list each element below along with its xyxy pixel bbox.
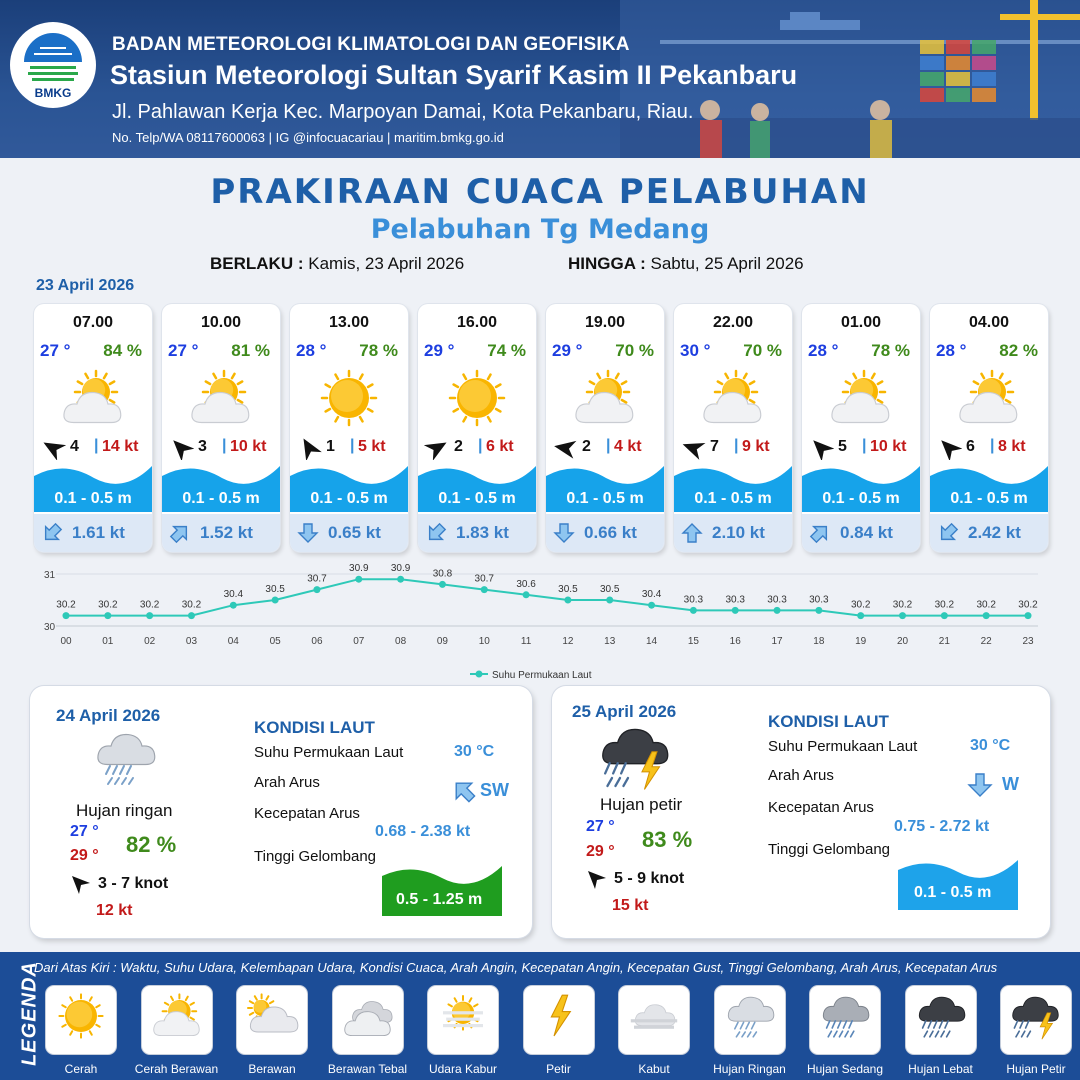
weather-cerah-icon: [442, 368, 514, 428]
legend-item-cerah: [46, 986, 116, 1054]
legend-description: Dari Atas Kiri : Waktu, Suhu Udara, Kelembapan Udara, Kondisi Cuaca, Arah Angin, Kecepatan Angin, Kecepatan Gust, Tinggi Gelombang, Arah Arus, Kecepatan Arus: [34, 960, 998, 975]
berawan-icon: [244, 992, 300, 1048]
forecast-temp: 29 °: [552, 341, 583, 360]
legend-item-hujan-petir: [1001, 986, 1071, 1054]
x-tick-label: 13: [604, 636, 616, 647]
weather-cerah-berawan-icon: [954, 368, 1026, 428]
wind-speed: 2: [454, 438, 463, 455]
sst-point: [983, 612, 990, 619]
wave-height: 0.1 - 0.5 m: [694, 490, 772, 507]
sst-point-label: 30.2: [850, 599, 871, 611]
wave-height: 0.1 - 0.5 m: [182, 490, 260, 507]
divider: |: [350, 437, 355, 454]
sst-point: [941, 612, 948, 619]
sst-point: [230, 602, 237, 609]
valid-from-value: Kamis, 23 April 2026: [308, 254, 465, 273]
x-tick-label: 03: [185, 636, 198, 647]
hourly-forecast-cards: [34, 304, 1050, 552]
sea-condition-title: KONDISI LAUT: [768, 712, 889, 731]
hujan-petir-icon: [1008, 992, 1064, 1048]
gust-speed: 5 kt: [358, 438, 386, 455]
wind-direction-icon: [552, 436, 578, 460]
wave-height: 0.1 - 0.5 m: [310, 490, 388, 507]
station-contact: No. Telp/WA 08117600063 | IG @infocuacariau | maritim.bmkg.go.id: [112, 130, 504, 145]
wave-label: Tinggi Gelombang: [254, 848, 377, 865]
sst-point-label: 30.5: [558, 584, 578, 595]
weather-hujan-petir-icon: [596, 722, 676, 792]
current-direction-icon: [552, 522, 576, 544]
sst-point: [63, 612, 70, 619]
x-tick-label: 10: [478, 636, 490, 647]
legend-item-label: Hujan Ringan: [713, 1062, 786, 1076]
wind-row: [674, 436, 792, 460]
divider: |: [862, 437, 867, 454]
sst-point: [815, 607, 822, 614]
forecast-temp: 30 °: [680, 341, 711, 360]
legend-item-berawan-tebal: [333, 986, 403, 1054]
logo-text: BMKG: [34, 86, 72, 100]
sst-point-label: 30.2: [139, 599, 160, 611]
outlook-humidity: 83 %: [642, 827, 693, 852]
weather-cerah-berawan-icon: [570, 368, 642, 428]
valid-from: [210, 254, 464, 274]
sst-point: [648, 602, 655, 609]
wind-direction-icon: [70, 874, 92, 894]
page-title: PRAKIRAAN CUACA PELABUHAN: [210, 172, 870, 212]
current-speed: 2.10 kt: [712, 523, 765, 542]
current-direction-icon: [966, 772, 994, 798]
forecast-card: [930, 304, 1048, 552]
x-tick-label: 11: [520, 636, 532, 647]
wind-row: [546, 436, 664, 460]
forecast-temp: 28 °: [936, 341, 967, 360]
forecast-card: [418, 304, 536, 552]
sst-point-label: 30.4: [641, 589, 662, 601]
current-speed: 0.65 kt: [328, 523, 381, 542]
current-speed-label: Kecepatan Arus: [768, 799, 874, 816]
hujan-ringan-icon: [722, 992, 778, 1048]
sst-point: [313, 586, 320, 593]
weather-hujan-ringan-icon: [90, 728, 160, 794]
weather-cerah-berawan-icon: [186, 368, 258, 428]
forecast-time: 04.00: [968, 314, 1010, 331]
wind-row: [290, 436, 408, 460]
forecast-time: 10.00: [200, 314, 242, 331]
sst-point: [481, 586, 488, 593]
wind-direction-icon: [168, 436, 194, 460]
current-direction-icon: [808, 522, 832, 544]
x-tick-label: 17: [771, 636, 783, 647]
outlook-gust: 15 kt: [612, 897, 649, 914]
wind-speed: 3: [198, 438, 207, 455]
wind-direction-icon: [808, 436, 834, 460]
wind-speed: 4: [70, 438, 79, 455]
sst-point-label: 30.2: [892, 599, 913, 611]
forecast-humidity: 78 %: [871, 341, 910, 360]
wind-speed: 7: [710, 438, 719, 455]
outlook-condition: Hujan petir: [600, 795, 683, 814]
sst-point: [146, 612, 153, 619]
wind-direction-icon: [296, 436, 322, 460]
wind-speed: 6: [966, 438, 975, 455]
x-tick-label: 15: [687, 636, 699, 647]
current-speed: 1.61 kt: [72, 523, 125, 542]
forecast-humidity: 74 %: [487, 341, 526, 360]
legend-title: LEGENDA: [18, 961, 41, 1066]
legend-item-label: Kabut: [638, 1062, 670, 1076]
sst-point: [690, 607, 697, 614]
forecast-humidity: 81 %: [231, 341, 270, 360]
port-name: Pelabuhan Tg Medang: [370, 214, 710, 245]
sst-point: [732, 607, 739, 614]
current-direction-icon: [424, 522, 448, 544]
sst-point: [606, 597, 613, 604]
current-direction-icon: [296, 522, 320, 544]
cerah-berawan-icon: [149, 992, 205, 1048]
wind-speed: 1: [326, 438, 335, 455]
sst-point-label: 30.3: [809, 594, 829, 606]
sst-point-label: 30.8: [432, 568, 453, 580]
sst-point: [857, 612, 864, 619]
current-speed-label: Kecepatan Arus: [254, 805, 360, 822]
x-tick-label: 20: [896, 636, 909, 647]
current-direction-icon: [450, 778, 478, 804]
sst-point-label: 30.5: [265, 584, 285, 595]
valid-to: [568, 254, 804, 274]
legend-item-petir: [524, 986, 594, 1054]
valid-to-label: HINGGA :: [568, 254, 646, 273]
wind-direction-icon: [40, 436, 66, 460]
udara-kabur-icon: [435, 992, 491, 1048]
legend-item-label: Udara Kabur: [428, 1062, 498, 1076]
outlook-wind: 3 - 7 knot: [98, 875, 169, 892]
forecast-time: 13.00: [328, 314, 370, 331]
current-dir-label: Arah Arus: [768, 767, 834, 784]
sst-chart: [30, 562, 1050, 682]
legend-item-cerah-berawan: [142, 986, 212, 1054]
sst-point: [899, 612, 906, 619]
current-direction-icon: [168, 522, 192, 544]
current-speed: 2.42 kt: [968, 523, 1021, 542]
x-tick-label: 02: [144, 636, 156, 647]
outlook-humidity: 82 %: [126, 832, 177, 857]
forecast-temp: 27 °: [168, 341, 199, 360]
legend-item-kabut: [619, 986, 689, 1054]
forecast-temp: 28 °: [296, 341, 327, 360]
outlook-temp-max: 29 °: [586, 843, 615, 860]
gust-speed: 4 kt: [614, 438, 642, 455]
legend-item-label: Hujan Lebat: [908, 1062, 973, 1076]
forecast-time: 22.00: [712, 314, 754, 331]
petir-icon: [531, 992, 587, 1048]
sst-point-label: 30.2: [98, 599, 118, 611]
x-tick-label: 23: [1022, 636, 1034, 647]
sst-point-label: 30.2: [1018, 599, 1038, 611]
current-speed: 0.84 kt: [840, 523, 893, 542]
legend-item-label: Petir: [546, 1062, 571, 1076]
current-speed: 1.52 kt: [200, 523, 253, 542]
weather-cerah-icon: [314, 368, 386, 428]
current-dir-value: SW: [480, 780, 509, 800]
legend-item-hujan-ringan: [715, 986, 785, 1054]
valid-from-label: BERLAKU :: [210, 254, 304, 273]
wind-row: [418, 436, 536, 460]
sst-point: [397, 576, 404, 583]
sst-point-label: 30.2: [976, 599, 996, 611]
sst-point-label: 30.2: [934, 599, 955, 611]
outlook-gust: 12 kt: [96, 902, 133, 919]
divider: |: [734, 437, 739, 454]
legend-item-label: Hujan Sedang: [806, 1062, 884, 1076]
current-speed-value: 0.68 - 2.38 kt: [375, 823, 471, 840]
sst-point-label: 30.4: [223, 589, 244, 601]
forecast-time: 19.00: [584, 314, 626, 331]
wind-direction-icon: [936, 436, 962, 460]
current-row: [418, 514, 536, 552]
outlook-date: 24 April 2026: [56, 706, 161, 725]
wind-row: [802, 436, 920, 460]
forecast-humidity: 78 %: [359, 341, 398, 360]
x-tick-label: 21: [938, 636, 950, 647]
outlook-temp-min: 27 °: [586, 818, 615, 835]
y-tick-label: 31: [44, 570, 56, 581]
wave-height-value: 0.1 - 0.5 m: [914, 884, 992, 901]
legend-item-label: Hujan Petir: [1006, 1062, 1066, 1076]
sst-point: [104, 612, 111, 619]
x-tick-label: 00: [60, 636, 72, 647]
current-row: [34, 514, 152, 552]
current-direction-icon: [936, 522, 960, 544]
current-speed-value: 0.75 - 2.72 kt: [894, 818, 990, 835]
wind-direction-icon: [586, 869, 608, 889]
kabut-icon: [626, 992, 682, 1048]
outlook-panel-day2: [30, 686, 532, 938]
outlook-temp-min: 27 °: [70, 823, 99, 840]
legend-marker: [476, 671, 483, 678]
station-address: Jl. Pahlawan Kerja Kec. Marpoyan Damai, Kota Pekanbaru, Riau.: [112, 101, 694, 123]
legend-item-label: Berawan Tebal: [327, 1062, 408, 1076]
legend-item-label: Berawan: [248, 1062, 296, 1076]
outlook-wind: 5 - 9 knot: [614, 870, 685, 887]
legend-item-hujan-sedang: [810, 986, 880, 1054]
x-tick-label: 12: [562, 636, 574, 647]
forecast-time: 16.00: [456, 314, 498, 331]
gust-speed: 10 kt: [870, 438, 907, 455]
sst-point-label: 30.2: [56, 599, 76, 611]
berawan-tebal-icon: [340, 992, 396, 1048]
outlook-date: 25 April 2026: [572, 702, 677, 721]
x-tick-label: 06: [311, 636, 323, 647]
valid-to-value: Sabtu, 25 April 2026: [650, 254, 804, 273]
divider: |: [478, 437, 483, 454]
gust-speed: 9 kt: [742, 438, 770, 455]
current-row: [162, 514, 280, 552]
sst-point-label: 30.3: [767, 594, 787, 606]
gust-speed: 8 kt: [998, 438, 1026, 455]
forecast-humidity: 70 %: [615, 341, 654, 360]
wave-height: 0.1 - 0.5 m: [950, 490, 1028, 507]
forecast-card: [34, 304, 152, 552]
current-speed: 0.66 kt: [584, 523, 637, 542]
wind-direction-icon: [424, 436, 450, 460]
legend-label: Suhu Permukaan Laut: [492, 670, 592, 681]
forecast-temp: 28 °: [808, 341, 839, 360]
sst-point: [523, 591, 530, 598]
wave-height-value: 0.5 - 1.25 m: [396, 891, 483, 908]
legend-item-berawan: [237, 986, 307, 1054]
bmkg-logo: [10, 22, 96, 108]
sst-value: 30 °C: [970, 737, 1011, 754]
x-tick-label: 05: [269, 636, 281, 647]
sst-series-line: [66, 579, 1028, 615]
divider: |: [606, 437, 611, 454]
wind-speed: 5: [838, 438, 847, 455]
sst-point: [272, 597, 279, 604]
wave-height: 0.1 - 0.5 m: [54, 490, 132, 507]
legend-item-label: Cerah: [64, 1062, 98, 1076]
sst-point-label: 30.9: [349, 563, 369, 575]
wave-height: 0.1 - 0.5 m: [438, 490, 516, 507]
x-tick-label: 16: [729, 636, 741, 647]
wind-speed: 2: [582, 438, 591, 455]
current-dir-label: Arah Arus: [254, 774, 320, 791]
day1-date: 23 April 2026: [36, 277, 135, 294]
weather-cerah-berawan-icon: [826, 368, 898, 428]
outlook-temp-max: 29 °: [70, 847, 99, 864]
divider: |: [990, 437, 995, 454]
forecast-humidity: 70 %: [743, 341, 782, 360]
sea-condition-title: KONDISI LAUT: [254, 718, 375, 737]
sst-point-label: 30.6: [516, 578, 536, 590]
forecast-time: 07.00: [72, 314, 114, 331]
sst-point-label: 30.7: [474, 573, 494, 585]
x-tick-label: 07: [353, 636, 365, 647]
forecast-humidity: 82 %: [999, 341, 1038, 360]
sst-value: 30 °C: [454, 743, 495, 760]
sst-point-label: 30.5: [600, 584, 620, 595]
legend: [0, 952, 1080, 1080]
forecast-card: [802, 304, 920, 552]
station-name: Stasiun Meteorologi Sultan Syarif Kasim II Pekanbaru: [110, 60, 798, 90]
wind-row: [930, 436, 1048, 460]
forecast-card: [674, 304, 792, 552]
cerah-icon: [53, 992, 109, 1048]
header-banner: [0, 0, 1080, 158]
forecast-temp: 29 °: [424, 341, 455, 360]
wave-label: Tinggi Gelombang: [768, 841, 891, 858]
x-tick-label: 04: [227, 636, 239, 647]
forecast-time: 01.00: [840, 314, 882, 331]
wind-row: [162, 436, 280, 460]
current-speed: 1.83 kt: [456, 523, 509, 542]
legend-item-udara-kabur: [428, 986, 498, 1054]
weather-cerah-berawan-icon: [698, 368, 770, 428]
current-row: [290, 514, 408, 552]
current-row: [546, 514, 664, 552]
y-tick-label: 30: [44, 622, 56, 633]
weather-cerah-berawan-icon: [58, 368, 130, 428]
forecast-card: [546, 304, 664, 552]
sst-point: [1025, 612, 1032, 619]
hujan-lebat-icon: [913, 992, 969, 1048]
wave-height: 0.1 - 0.5 m: [566, 490, 644, 507]
sst-point-label: 30.9: [390, 563, 411, 575]
legend-item-hujan-lebat: [906, 986, 976, 1054]
divider: |: [222, 437, 227, 454]
current-row: [802, 514, 920, 552]
current-row: [674, 514, 792, 552]
x-tick-label: 01: [102, 636, 114, 647]
sst-point-label: 30.7: [307, 573, 327, 585]
agency-name: BADAN METEOROLOGI KLIMATOLOGI DAN GEOFISIKA: [112, 34, 630, 55]
gust-speed: 10 kt: [230, 438, 267, 455]
sst-point: [774, 607, 781, 614]
current-direction-icon: [680, 522, 704, 544]
x-tick-label: 08: [395, 636, 407, 647]
current-dir-value: W: [1002, 774, 1019, 794]
divider: |: [94, 437, 99, 454]
forecast-humidity: 84 %: [103, 341, 142, 360]
sst-point: [564, 597, 571, 604]
wind-row: [34, 436, 152, 460]
sst-point-label: 30.3: [725, 594, 745, 606]
x-tick-label: 18: [813, 636, 825, 647]
legend-item-label: Cerah Berawan: [134, 1062, 219, 1076]
forecast-temp: 27 °: [40, 341, 71, 360]
x-tick-label: 22: [980, 636, 992, 647]
x-tick-label: 14: [646, 636, 658, 647]
outlook-condition: Hujan ringan: [76, 801, 173, 820]
outlook-panel-day3: [552, 686, 1050, 938]
wave-height: 0.1 - 0.5 m: [822, 490, 900, 507]
sst-point: [439, 581, 446, 588]
sst-label: Suhu Permukaan Laut: [768, 738, 918, 755]
gust-speed: 14 kt: [102, 438, 139, 455]
sst-label: Suhu Permukaan Laut: [254, 744, 404, 761]
sst-point-label: 30.3: [683, 594, 704, 606]
gust-speed: 6 kt: [486, 438, 514, 455]
sst-point: [355, 576, 362, 583]
sst-point-label: 30.2: [181, 599, 202, 611]
x-tick-label: 19: [855, 636, 867, 647]
forecast-card: [290, 304, 408, 552]
hujan-sedang-icon: [817, 992, 873, 1048]
current-direction-icon: [40, 522, 64, 544]
forecast-card: [162, 304, 280, 552]
current-row: [930, 514, 1048, 552]
sst-point: [188, 612, 195, 619]
wind-direction-icon: [680, 436, 706, 460]
x-tick-label: 09: [436, 636, 448, 647]
